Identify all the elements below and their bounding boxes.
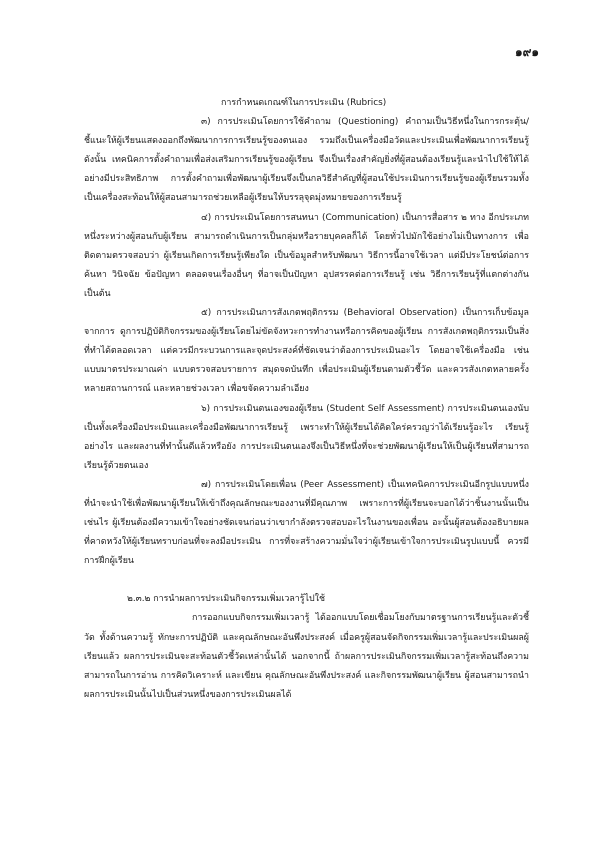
paragraph-section-body: การออกแบบกิจกรรมเพิ่มเวลารู้ ได้ออกแบบโดยเชื่อมโยงกับมาตรฐานการเรียนรู้และตัวชี้วัด ทั้งด้านความรู้ ทักษะการปฏิบัติ และคุณลักษณะอันพึงประสงค์ เมื่อครูผู้สอนจัดกิจกรรมเพิ่มเวลารู้และประเมินผลผู้เรียนแล้ว ผลการประเมินจะสะท้อนตัวชี้วัดเหล่านั้นได้ นอกจากนี้ ถ้าผลการประเมินกิจกรรมเพิ่มเวลารู้สะท้อนถึงความสามารถในการอ่าน การคิดวิเคราะห์ และเขียน คุณลักษณะอันพึงประสงค์ และกิจกรรมพัฒนาผู้เรียน ผู้สอนสามารถนำผลการประเมินนั้นไปเป็นส่วนหนึ่งของการประเมินผลได้ [84, 613, 529, 700]
paragraph-behavioral-observation: ๕) การประเมินการสังเกตพฤติกรรม (Behavioral Observation) เป็นการเก็บข้อมูลจากการ ดูการปฏิบัติกิจกรรมของผู้เรียนโดยไม่ขัดจังหวะการทำงานหรือการคิดของผู้เรียน การสังเกตพฤติกรรมเป็นสิ่ง ที่ทำได้ตลอดเวลา แต่ควรมีกระบวนการและจุดประสงค์ที่ชัดเจนว่าต้องการประเมินอะไร โดยอาจใช้เครื่องมือ เช่น แบบมาตรประมาณค่า แบบตรวจสอบรายการ สมุดจดบันทึก เพื่อประเมินผู้เรียนตามตัวชี้วัด และควรสังเกตหลายครั้ง หลายสถานการณ์ และหลายช่วงเวลา เพื่อขจัดความลำเอียง [84, 308, 529, 395]
paragraph-communication: ๔) การประเมินโดยการสนทนา (Communication) เป็นการสื่อสาร ๒ ทาง อีกประเภทหนึ่งระหว่างผู้สอนกับผู้เรียน สามารถดำเนินการเป็นกลุ่มหรือรายบุคคลก็ได้ โดยทั่วไปมักใช้อย่างไม่เป็นทางการ เพื่อติดตามตรวจสอบว่า ผู้เรียนเกิดการเรียนรู้เพียงใด เป็นข้อมูลสำหรับพัฒนา วิธีการนี้อาจใช้เวลา แต่มีประโยชน์ต่อการค้นหา วินิจฉัย ข้อปัญหา ตลอดจนเรื่องอื่นๆ ที่อาจเป็นปัญหา อุปสรรคต่อการเรียนรู้ เช่น วิธีการเรียนรู้ที่แตกต่างกัน เป็นต้น [84, 212, 529, 299]
document-body [84, 94, 529, 705]
paragraph-peer-assessment: ๗) การประเมินโดยเพื่อน (Peer Assessment) เป็นเทคนิคการประเมินอีกรูปแบบหนึ่งที่นำจะนำใช้เพื่อพัฒนาผู้เรียนให้เข้าถึงคุณลักษณะของงานที่มีคุณภาพ เพราะการที่ผู้เรียนจะบอกได้ว่าชิ้นงานนั้นเป็นเช่นไร ผู้เรียนต้องมีความเข้าใจอย่างชัดเจนก่อนว่าเขากำลังตรวจสอบอะไรในงานของเพื่อน อะนั้นผู้สอนต้องอธิบายผลที่คาดหวังให้ผู้เรียนทราบก่อนที่จะลงมือประเมิน การที่จะสร้างความมั่นใจว่าผู้เรียนเข้าใจการประเมินรูปแบบนี้ ควรมีการฝึกผู้เรียน [84, 479, 529, 567]
paragraph-self-assessment: ๖) การประเมินตนเองของผู้เรียน (Student Self Assessment) การประเมินตนเองนับเป็นทั้งเครื่องมือประเมินและเครื่องมือพัฒนาการเรียนรู้ เพราะทำให้ผู้เรียนได้คิดใคร่ครวญว่าได้เรียนรู้อะไร เรียนรู้อย่างไร และผลงานที่ทำนั้นดีแล้วหรือยัง การประเมินตนเองจึงเป็นวิธีหนึ่งที่จะช่วยพัฒนาผู้เรียนให้เป็นผู้เรียนที่สามารถเรียนรู้ด้วยตนเอง [84, 403, 529, 471]
rubrics-heading: การกำหนดเกณฑ์ในการประเมิน (Rubrics) [221, 98, 387, 108]
section-heading: ๒.๓.๒ การนำผลการประเมินกิจกรรมเพิ่มเวลารู้ไปใช้ [127, 594, 326, 605]
paragraph-questioning: ๓) การประเมินโดยการใช้คำถาม (Questioning) คำถามเป็นวิธีหนึ่งในการกระตุ้น/ชี้แนะให้ผู้เรียนแสดงออกถึงพัฒนาการการเรียนรู้ของตนเอง รวมถึงเป็นเครื่องมือวัดและประเมินเพื่อพัฒนาการเรียนรู้ ดังนั้น เทคนิคการตั้งคำถามเพื่อส่งเสริมการเรียนรู้ของผู้เรียน จึงเป็นเรื่องสำคัญยิ่งที่ผู้สอนต้องเรียนรู้และนำไปใช้ให้ได้อย่างมีประสิทธิภาพ การตั้งคำถามเพื่อพัฒนาผู้เรียนจึงเป็นกลวิธีสำคัญที่ผู้สอนใช้ประเมินการเรียนรู้ของผู้เรียนรวมทั้งเป็นเครื่องสะท้อนให้ผู้สอนสามารถช่วยเหลือผู้เรียนให้บรรลุจุดมุ่งหมายของการเรียนรู้ [84, 117, 529, 204]
page-number: ๑๙๑ [514, 45, 539, 59]
